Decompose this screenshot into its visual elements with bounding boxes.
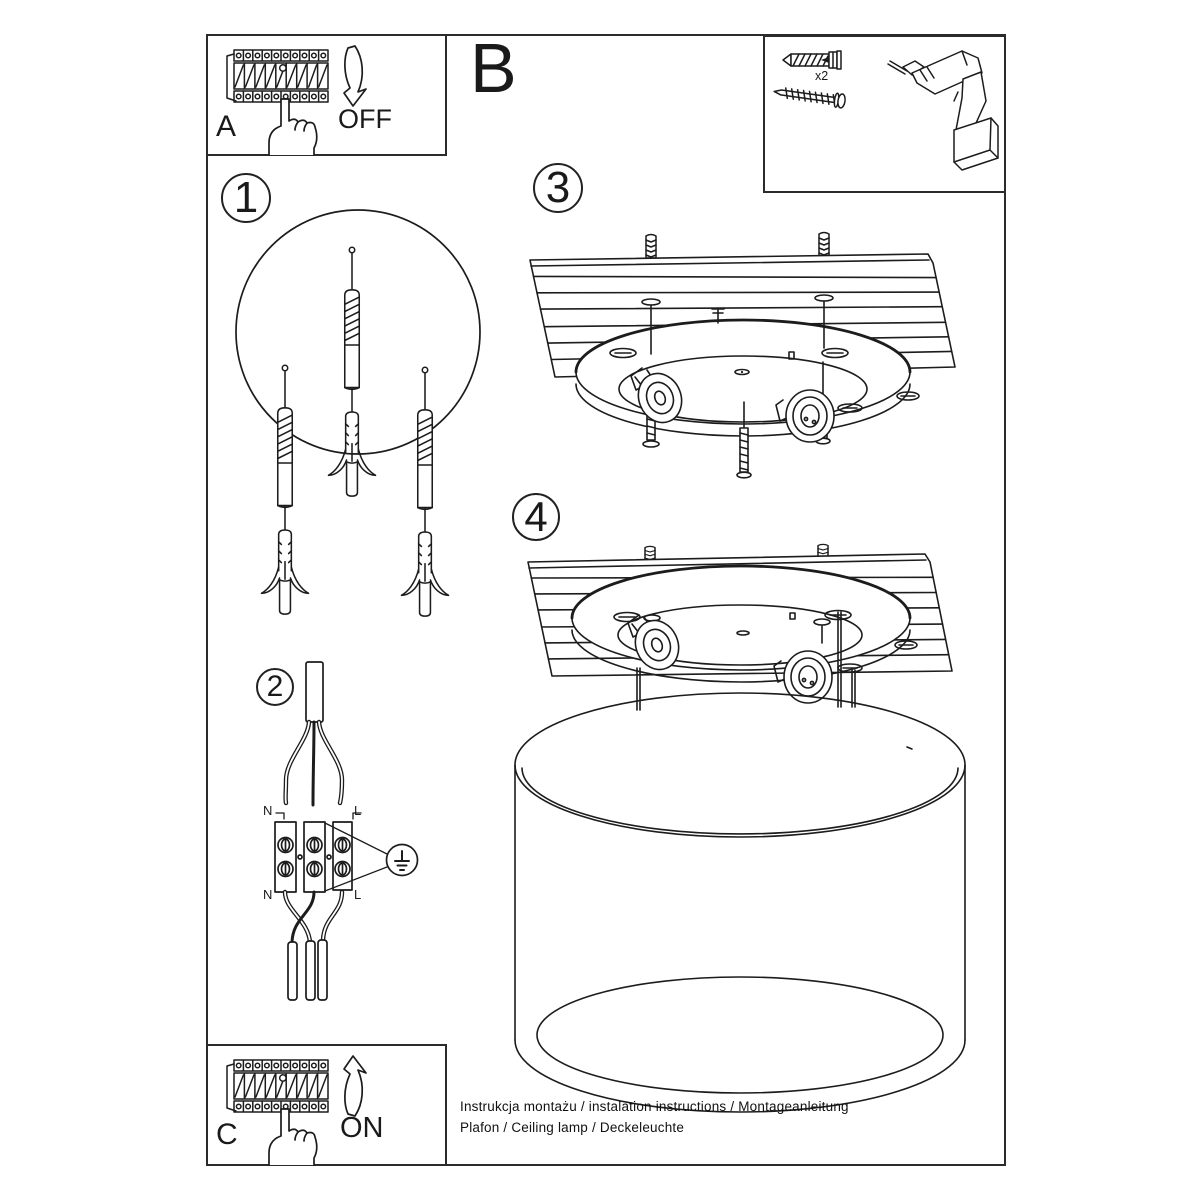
step-4-number: 4 (524, 493, 548, 540)
hand-pointing-icon (269, 1109, 317, 1165)
panel-c-state-on: ON (340, 1112, 384, 1144)
breaker-panel-on-drawing (212, 1052, 442, 1166)
circuit-breaker-icon (227, 50, 328, 102)
wall-plug-icon (646, 235, 656, 259)
terminal-block (275, 813, 361, 892)
wire-sleeves (288, 940, 327, 1000)
step-2-wiring-drawing (248, 655, 433, 1010)
breaker-panel-off-drawing (212, 42, 442, 156)
step-4-badge (512, 493, 560, 541)
panel-a-state-off: OFF (338, 104, 392, 134)
curved-arrow-up-icon (344, 1056, 366, 1116)
wall-plug-icon (783, 51, 841, 69)
wiring-n-bottom-label: N (263, 887, 273, 902)
wall-plug-icon (819, 233, 829, 257)
wiring-l-bottom-label: L (354, 887, 362, 902)
screw-anchor-left (261, 365, 308, 614)
footer-line-2: Plafon / Ceiling lamp / Deckeleuchte (460, 1120, 685, 1135)
panel-a-label: A (216, 110, 237, 143)
step-3-badge (533, 163, 583, 213)
panel-c-label: C (216, 1118, 238, 1151)
wires-top (286, 722, 342, 805)
screw-anchor-center (328, 247, 375, 496)
drill-icon (888, 51, 998, 170)
wiring-l-top-label: L (354, 803, 362, 818)
step-2-number: 2 (266, 670, 284, 703)
step-1-number: 1 (233, 173, 259, 222)
circuit-breaker-icon (227, 1060, 328, 1112)
hand-pointing-icon (269, 99, 317, 155)
curved-arrow-down-icon (344, 46, 366, 106)
section-b-letter: B (470, 29, 517, 107)
anchor-quantity: x2 (815, 69, 829, 83)
cable-sleeve (306, 662, 323, 722)
footer-line-1: Instrukcja montażu / instalation instructions / Montageanleitung (460, 1099, 849, 1114)
wiring-n-top-label: N (263, 803, 273, 818)
screw-anchor-right (401, 367, 448, 616)
wires-bottom (285, 892, 342, 942)
step-3-mounting-plate-drawing (505, 228, 975, 490)
drum-shade (515, 693, 965, 1112)
screw-icon (773, 85, 846, 109)
step-3-number: 3 (545, 163, 571, 212)
step-4-shade-drawing (505, 540, 975, 1118)
ground-symbol-icon (387, 845, 418, 876)
mounting-plate (576, 320, 919, 436)
parts-drawing (765, 37, 1005, 191)
step-1-anchors-drawing (228, 205, 490, 650)
